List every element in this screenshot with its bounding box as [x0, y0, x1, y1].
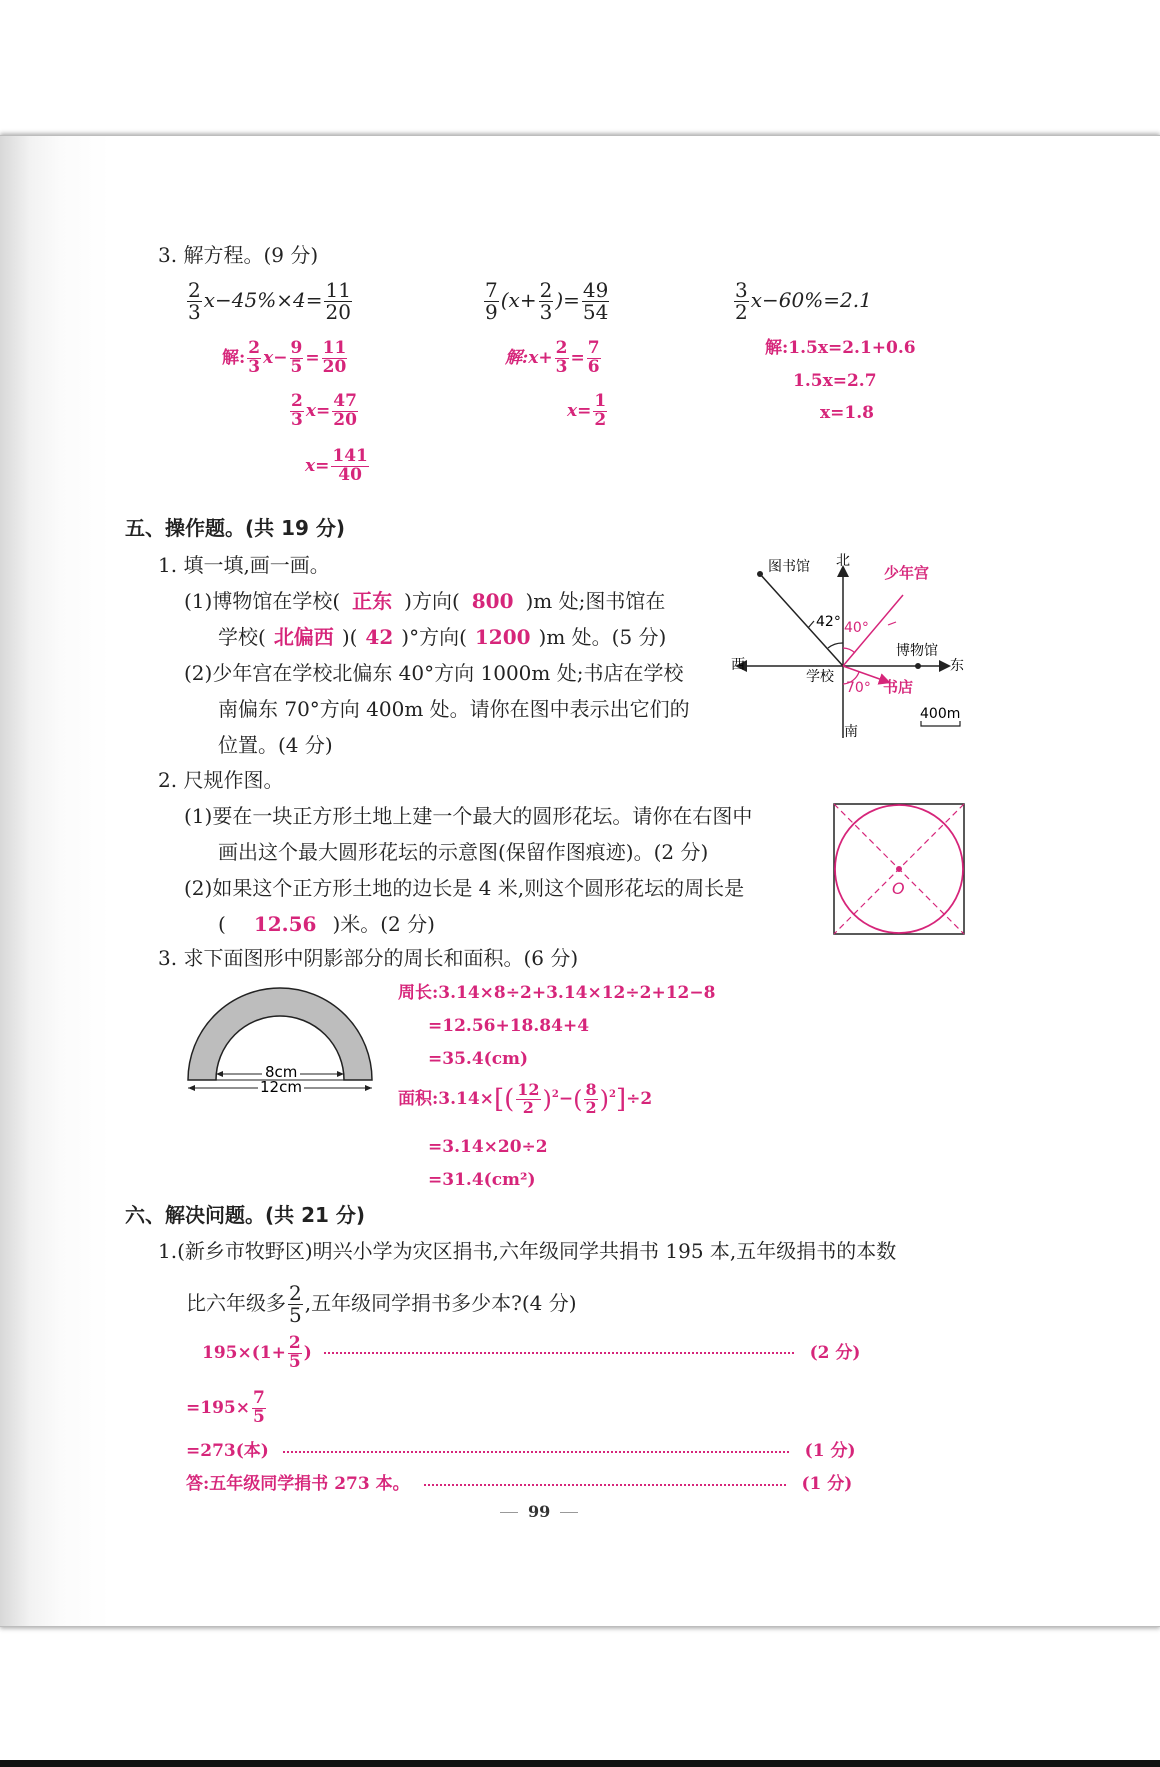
q5-1-part-1-line-1: (1)博物馆在学校( 正东 )方向( 800 )m 处;图书馆在: [184, 589, 666, 613]
q5-1-part-1-line-2: 学校( 北偏西 )( 42 )°方向( 1200 )m 处。(5 分): [218, 625, 667, 649]
perimeter-line-1: 周长:3.14×8÷2+3.14×12÷2+12−8: [398, 983, 716, 1003]
leader-dots: [283, 1451, 789, 1453]
solution-1-line-1: 解: $\frac{2}{3}$ x− $\frac{9}{5}$ = $\frac{11}{20}$: [222, 338, 347, 377]
label-south: 南: [844, 724, 858, 740]
q6-1-step-1: 195×(1+ $\frac{2}{5}$ ) (2 分): [202, 1333, 861, 1372]
label-west: 西: [731, 657, 745, 673]
q5-2-title: 2. 尺规作图。: [158, 768, 284, 792]
solution-3-line-2: 1.5x=2.7: [793, 371, 877, 391]
section-5-title: 五、操作题。(共 19 分): [125, 516, 346, 540]
label-museum: 博物馆: [896, 643, 938, 659]
q5-2-part-2-line-1: (2)如果这个正方形土地的边长是 4 米,则这个圆形花坛的周长是: [184, 876, 745, 900]
center-point: [896, 866, 902, 872]
label-library: 图书馆: [768, 559, 810, 575]
label-north: 北: [836, 553, 850, 569]
leader-dots: [324, 1352, 794, 1354]
q6-1-answer: 答:五年级同学捐书 273 本。 (1 分): [186, 1474, 853, 1494]
library-point: [757, 571, 763, 577]
q6-1-step-2: =195× $\frac{7}{5}$: [186, 1388, 265, 1427]
label-angle-40: 40°: [844, 620, 869, 636]
label-scale: 400m: [920, 706, 961, 722]
q5-2-part-1-line-1: (1)要在一块正方形土地上建一个最大的圆形花坛。请你在右图中: [184, 804, 753, 828]
label-school: 学校: [806, 669, 834, 685]
tick-mark: [888, 622, 896, 625]
square-circle-diagram: [832, 802, 968, 938]
equation-3: $\frac{3}{2}$ x−60%=2.1: [735, 278, 872, 324]
solution-2-line-2: x= $\frac{1}{2}$: [567, 391, 607, 430]
label-east: 东: [950, 658, 964, 674]
solution-3-line-1: 解:1.5x=2.1+0.6: [765, 338, 916, 358]
label-bookstore: 书店: [883, 678, 914, 696]
q5-1-part-2-line-1: (2)少年宫在学校北偏东 40°方向 1000m 处;书店在学校: [184, 661, 684, 685]
q6-1-step-3: =273(本) (1 分): [186, 1441, 856, 1461]
area-line-2: =3.14×20÷2: [428, 1137, 548, 1157]
label-youth-palace: 少年宫: [884, 564, 930, 582]
equation-1: $\frac{2}{3}$ x−45%×4= $\frac{11}{20}$: [188, 278, 351, 324]
bottom-bar: [0, 1760, 1160, 1767]
tick-mark: [808, 621, 814, 628]
q5-3-title: 3. 求下面图形中阴影部分的周长和面积。(6 分): [158, 946, 579, 970]
label-angle-70: 70°: [846, 680, 871, 696]
perimeter-line-2: =12.56+18.84+4: [428, 1016, 590, 1036]
outer-dimension-label: 12cm: [260, 1078, 302, 1095]
q5-1-title: 1. 填一填,画一画。: [158, 553, 330, 577]
area-line-3: =31.4(cm²): [428, 1170, 536, 1190]
section-6-title: 六、解决问题。(共 21 分): [125, 1203, 366, 1227]
q6-1-line-1: 1.(新乡市牧野区)明兴小学为灾区捐书,六年级同学共捐书 195 本,五年级捐书的本数: [158, 1239, 897, 1263]
solution-1-line-3: x= $\frac{141}{40}$: [305, 446, 368, 485]
q6-1-line-2: 比六年级多 $\frac{2}{5}$ ,五年级同学捐书多少本?(4 分): [186, 1281, 577, 1327]
solution-3-line-3: x=1.8: [820, 403, 874, 423]
area-line-1: 面积:3.14×[( $\frac{12}{2}$ )$^2$−( $\frac{8}{2}$ )$^2$]÷2: [398, 1080, 653, 1117]
inner-dimension-label: 8cm: [265, 1063, 298, 1081]
page-number: 99: [500, 1504, 578, 1520]
museum-point: [915, 663, 921, 669]
equation-2: $\frac{7}{9}$ (x+ $\frac{2}{3}$ )= $\frac{49}{54}$: [485, 278, 609, 324]
equations-title: 3. 解方程。(9 分): [158, 243, 319, 267]
angle-40-arc: [843, 648, 855, 653]
compass-diagram: [728, 548, 990, 748]
q5-2-part-2-line-2: ( 12.56 )米。(2 分): [218, 912, 435, 936]
angle-42-arc: [828, 643, 843, 648]
q5-1-part-2-line-2: 南偏东 70°方向 400m 处。请你在图中表示出它们的: [218, 697, 690, 721]
q5-1-part-2-line-3: 位置。(4 分): [218, 733, 333, 757]
leader-dots: [424, 1484, 786, 1486]
solution-2-line-1: 解:x+ $\frac{2}{3}$ = $\frac{7}{6}$: [505, 338, 600, 377]
semi-ring-diagram: [180, 980, 380, 1095]
q5-2-part-1-line-2: 画出这个最大圆形花坛的示意图(保留作图痕迹)。(2 分): [218, 840, 709, 864]
solution-1-line-2: $\frac{2}{3}$ x= $\frac{47}{20}$: [291, 391, 357, 430]
label-angle-42: 42°: [816, 614, 841, 630]
center-label: O: [892, 879, 905, 898]
perimeter-line-3: =35.4(cm): [428, 1049, 529, 1069]
